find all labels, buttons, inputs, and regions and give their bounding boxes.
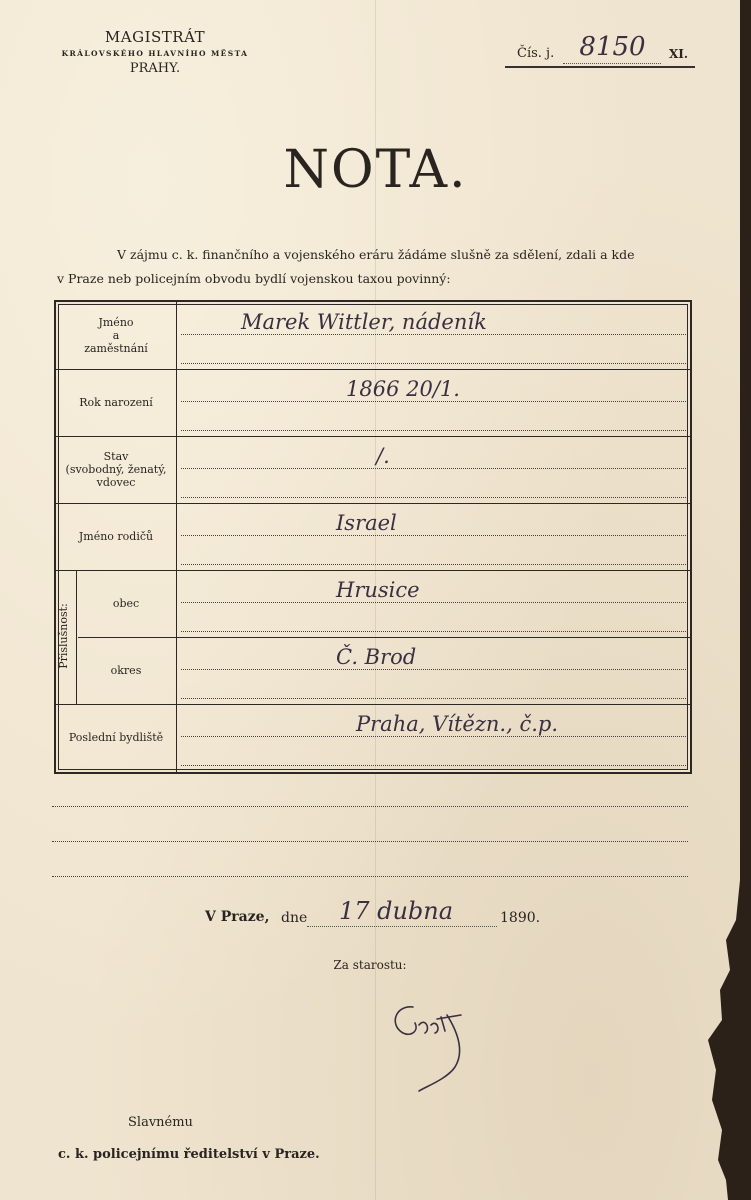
form-row <box>56 503 690 570</box>
address-recipient: c. k. policejnímu ředitelství v Praze. <box>58 1147 320 1162</box>
form-row-label-line: Stav <box>103 450 129 463</box>
form-row-label-line: Poslední bydliště <box>68 731 164 744</box>
form-row-dotted-line <box>181 736 686 737</box>
form-row-label <box>56 731 176 744</box>
form-row <box>56 637 690 704</box>
blank-line-2 <box>52 841 688 842</box>
reference-suffix: XI. <box>669 47 689 61</box>
form-row-dotted-line <box>181 631 686 632</box>
form-row-label <box>56 530 176 543</box>
date-year: 1890. <box>500 910 541 926</box>
form-row-label-line: vdovec <box>96 476 136 489</box>
form-row-dotted-line <box>181 698 686 699</box>
form-row-label <box>76 597 176 610</box>
form-row-label-line: zaměstnání <box>84 342 148 355</box>
intro-line-1: V zájmu c. k. finančního a vojenského eráru žádáme slušně za sdělení, zdali a kde <box>117 247 635 262</box>
form-row-dotted-line <box>181 430 686 431</box>
reference-number-block <box>505 30 695 66</box>
form-row-label-line: Rok narození <box>79 396 153 409</box>
date-day-month: 17 dubna <box>338 897 454 925</box>
intro-paragraph <box>57 243 697 291</box>
form-row-handwritten-value: Israel <box>336 511 397 535</box>
date-place: V Praze, <box>205 909 270 925</box>
group-label-prislusnost: Příslušnost: <box>57 603 70 669</box>
office-subtitle: KRÁLOVSKÉHO HLAVNÍHO MĚSTA <box>61 49 249 58</box>
form-row-label-line: a <box>112 329 120 342</box>
form-row-dotted-line <box>181 765 686 766</box>
form-row-dotted-line <box>181 468 686 469</box>
form-row-handwritten-value: Praha, Vítězn., č.p. <box>356 712 559 736</box>
office-city: PRAHY. <box>129 61 181 76</box>
date-dne: dne <box>281 910 308 926</box>
form-row-label-line: obec <box>112 597 140 610</box>
reference-underline <box>505 66 695 68</box>
reference-number: 8150 <box>579 32 646 62</box>
form-row-dotted-line <box>181 401 686 402</box>
reference-dotted-line <box>563 63 661 64</box>
form-row-handwritten-value: Marek Wittler, nádeník <box>241 310 487 334</box>
form-row <box>56 704 690 771</box>
form-row <box>56 302 690 369</box>
form-row <box>56 436 690 503</box>
form-row-label <box>56 450 176 489</box>
form-row-dotted-line <box>181 535 686 536</box>
issuing-office <box>40 28 270 76</box>
form-row <box>56 570 690 637</box>
form-row-dotted-line <box>181 363 686 364</box>
date-line <box>205 897 545 933</box>
form-row-handwritten-value: 1866 20/1. <box>346 377 460 401</box>
form-row-handwritten-value: Č. Brod <box>336 645 417 669</box>
form-row-label <box>56 396 176 409</box>
form-row-dotted-line <box>181 602 686 603</box>
document-title: NOTA. <box>283 140 468 200</box>
reference-label: Čís. j. <box>517 46 555 61</box>
date-dotted-line <box>307 926 497 927</box>
form-row <box>56 369 690 436</box>
torn-edge <box>700 880 751 1200</box>
form-row-label <box>56 316 176 355</box>
blank-line-3 <box>52 876 688 877</box>
form-row-dotted-line <box>181 334 686 335</box>
blank-line-1 <box>52 806 688 807</box>
signature-label: Za starostu: <box>333 958 407 972</box>
handwritten-signature <box>385 995 495 1095</box>
form-row-label <box>76 664 176 677</box>
form-row-dotted-line <box>181 497 686 498</box>
form-row-handwritten-value: /. <box>376 444 390 468</box>
form-row-dotted-line <box>181 669 686 670</box>
form-row-handwritten-value: Hrusice <box>336 578 420 602</box>
form-row-label-line: (svobodný, ženatý, <box>65 463 167 476</box>
office-name: MAGISTRÁT <box>104 28 206 46</box>
form-row-label-line: okres <box>110 664 142 677</box>
inquiry-form-table <box>54 300 692 774</box>
address-salutation: Slavnému <box>128 1115 193 1130</box>
form-row-label-line: Jméno rodičů <box>78 530 154 543</box>
form-row-dotted-line <box>181 564 686 565</box>
form-row-label-line: Jméno <box>98 316 134 329</box>
intro-line-2: v Praze neb policejním obvodu bydlí vojenskou taxou povinný: <box>57 271 451 286</box>
